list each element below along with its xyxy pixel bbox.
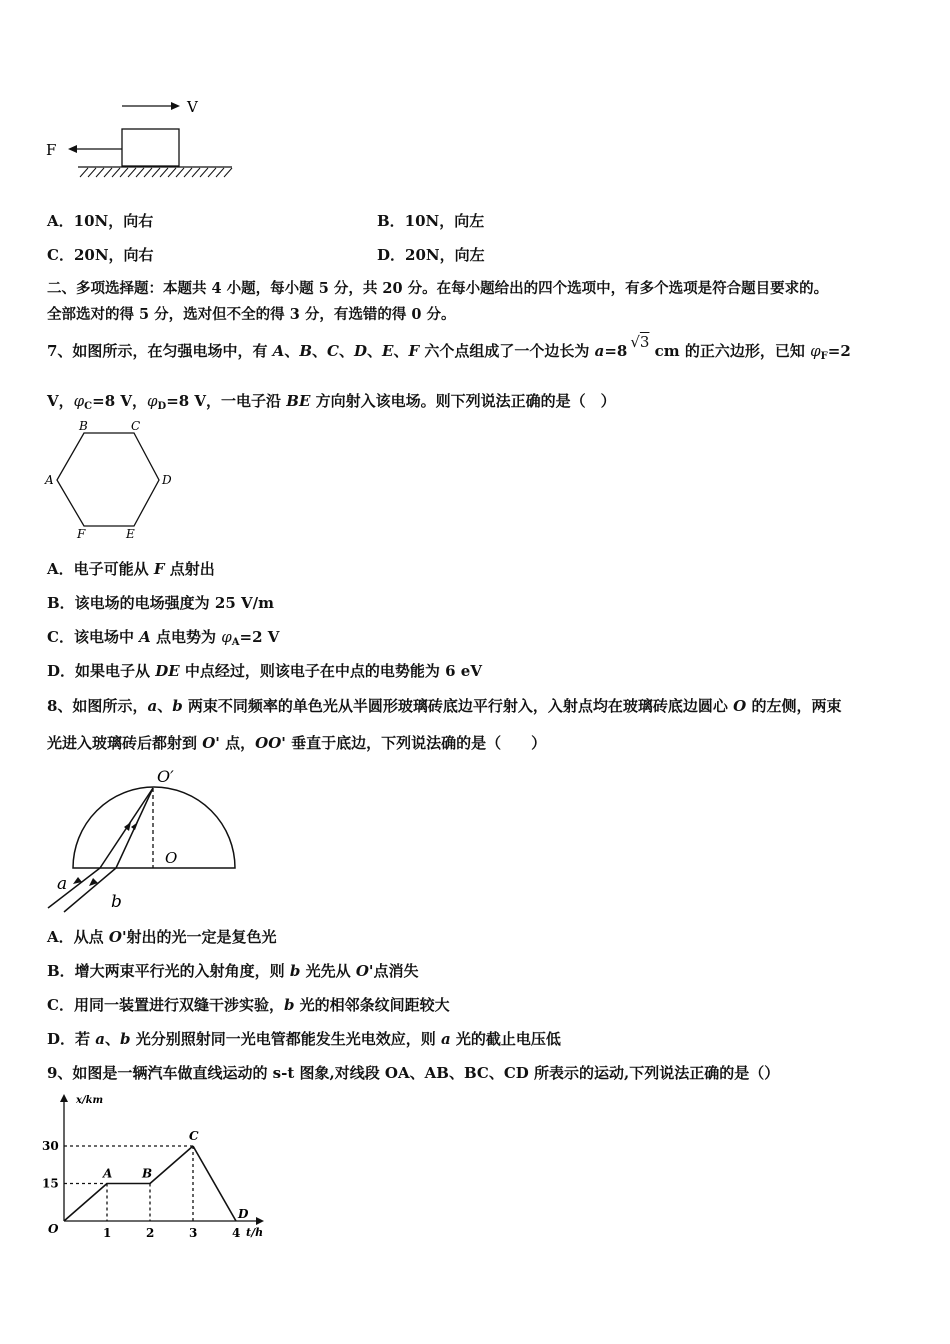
x-tick-3: 3 — [189, 1226, 198, 1240]
semicircle-glass-figure — [40, 762, 250, 914]
velocity-label: V — [187, 98, 198, 116]
hex-label-e: E — [126, 527, 135, 541]
hex-label-a: A — [45, 473, 54, 487]
x-axis-arrowhead — [256, 1217, 264, 1225]
q6-option-c: C．20N，向右 — [47, 246, 154, 264]
segment-BC — [150, 1146, 193, 1184]
q9-stem: 9、如图是一辆汽车做直线运动的 s-t 图象,对线段 OA、AB、BC、CD 所表示的运动,下列说法正确的是（） — [47, 1064, 780, 1082]
hexagon-figure — [40, 418, 180, 542]
x-tick-2: 2 — [146, 1226, 155, 1240]
q7-option-b: B．该电场的电场强度为 25 V/m — [47, 594, 274, 612]
q8-stem-line2: 光进入玻璃砖后都射到 O' 点，OO' 垂直于底边，下列说法确的是（ ） — [47, 734, 547, 752]
block — [122, 129, 179, 166]
q7-option-c: C．该电场中 A 点电势为 $\varphi_A=2$ V — [47, 628, 280, 648]
st-axes — [64, 1100, 258, 1221]
semicircle-outline — [73, 787, 235, 868]
label-o-prime: O′ — [157, 767, 174, 786]
q8-option-c: C．用同一装置进行双缝干涉实验，b 光的相邻条纹间距较大 — [47, 996, 450, 1014]
x-tick-4: 4 — [232, 1226, 241, 1240]
label-o: O — [165, 849, 178, 867]
y-tick-30: 30 — [42, 1139, 59, 1153]
q8-option-a: A．从点 O'射出的光一定是复色光 — [47, 928, 277, 946]
x-tick-1: 1 — [103, 1226, 112, 1240]
segment-CD — [193, 1146, 236, 1221]
hex-label-c: C — [131, 419, 141, 433]
point-label-A: A — [103, 1166, 113, 1181]
y-axis-label: x/km — [76, 1095, 104, 1106]
label-a: a — [57, 874, 68, 894]
y-tick-15: 15 — [42, 1176, 59, 1191]
q7-stem-line2: V，$\varphi_C=8$ V，$\varphi_D=8$ V，一电子沿 BE 方向射入该电场。则下列说法正确的是（ ） — [47, 392, 616, 412]
velocity-arrowhead — [171, 102, 180, 110]
sqrt-symbol: √3 — [630, 333, 650, 351]
y-axis-arrowhead — [60, 1094, 68, 1102]
section2-line2: 全部选对的得 5 分，选对但不全的得 3 分，有选错的得 0 分。 — [47, 306, 456, 323]
force-block-figure — [40, 95, 240, 185]
q7-option-a: A．电子可能从 F 点射出 — [47, 560, 215, 578]
segment-OA — [64, 1184, 107, 1222]
hexagon — [57, 433, 159, 526]
x-axis-label: t/h — [246, 1226, 264, 1239]
hex-label-f: F — [77, 527, 86, 541]
point-label-C: C — [189, 1129, 199, 1143]
q8-option-b: B．增大两束平行光的入射角度，则 b 光先从 O'点消失 — [47, 962, 419, 980]
hex-label-d: D — [162, 473, 172, 487]
ray-b-inside-arrowhead — [131, 822, 138, 830]
q6-option-a: A．10N，向右 — [47, 212, 154, 230]
q8-stem-line1: 8、如图所示，a、b 两束不同频率的单色光从半圆形玻璃砖底边平行射入，入射点均在玻璃砖底边圆心 O 的左侧，两束 — [47, 697, 842, 715]
point-label-B: B — [142, 1166, 153, 1181]
q6-option-d: D．20N，向左 — [377, 246, 485, 264]
point-label-O: O — [48, 1222, 59, 1236]
hex-label-b: B — [79, 419, 88, 433]
force-label: F — [46, 141, 57, 159]
point-label-D: D — [238, 1207, 249, 1221]
q7-stem-line1: 7、如图所示，在匀强电场中，有 A、B、C、D、E、F 六个点组成了一个边长为 a=8 √3 cm 的正六边形，已知 $\varphi_F=2$ — [47, 333, 851, 362]
section2-line1: 二、多项选择题：本题共 4 小题，每小题 5 分，共 20 分。在每小题给出的四个选项中，有多个选项是符合题目要求的。 — [47, 280, 829, 297]
st-chart — [40, 1090, 280, 1250]
force-arrowhead — [68, 145, 77, 153]
q8-option-d: D．若 a、b 光分别照射同一光电管都能发生光电效应，则 a 光的截止电压低 — [47, 1030, 561, 1048]
q6-option-b: B．10N，向左 — [377, 212, 485, 230]
label-b: b — [111, 892, 122, 912]
q7-option-d: D．如果电子从 DE 中点经过，则该电子在中点的电势能为 6 eV — [47, 662, 482, 680]
ground-hatch — [80, 168, 232, 177]
